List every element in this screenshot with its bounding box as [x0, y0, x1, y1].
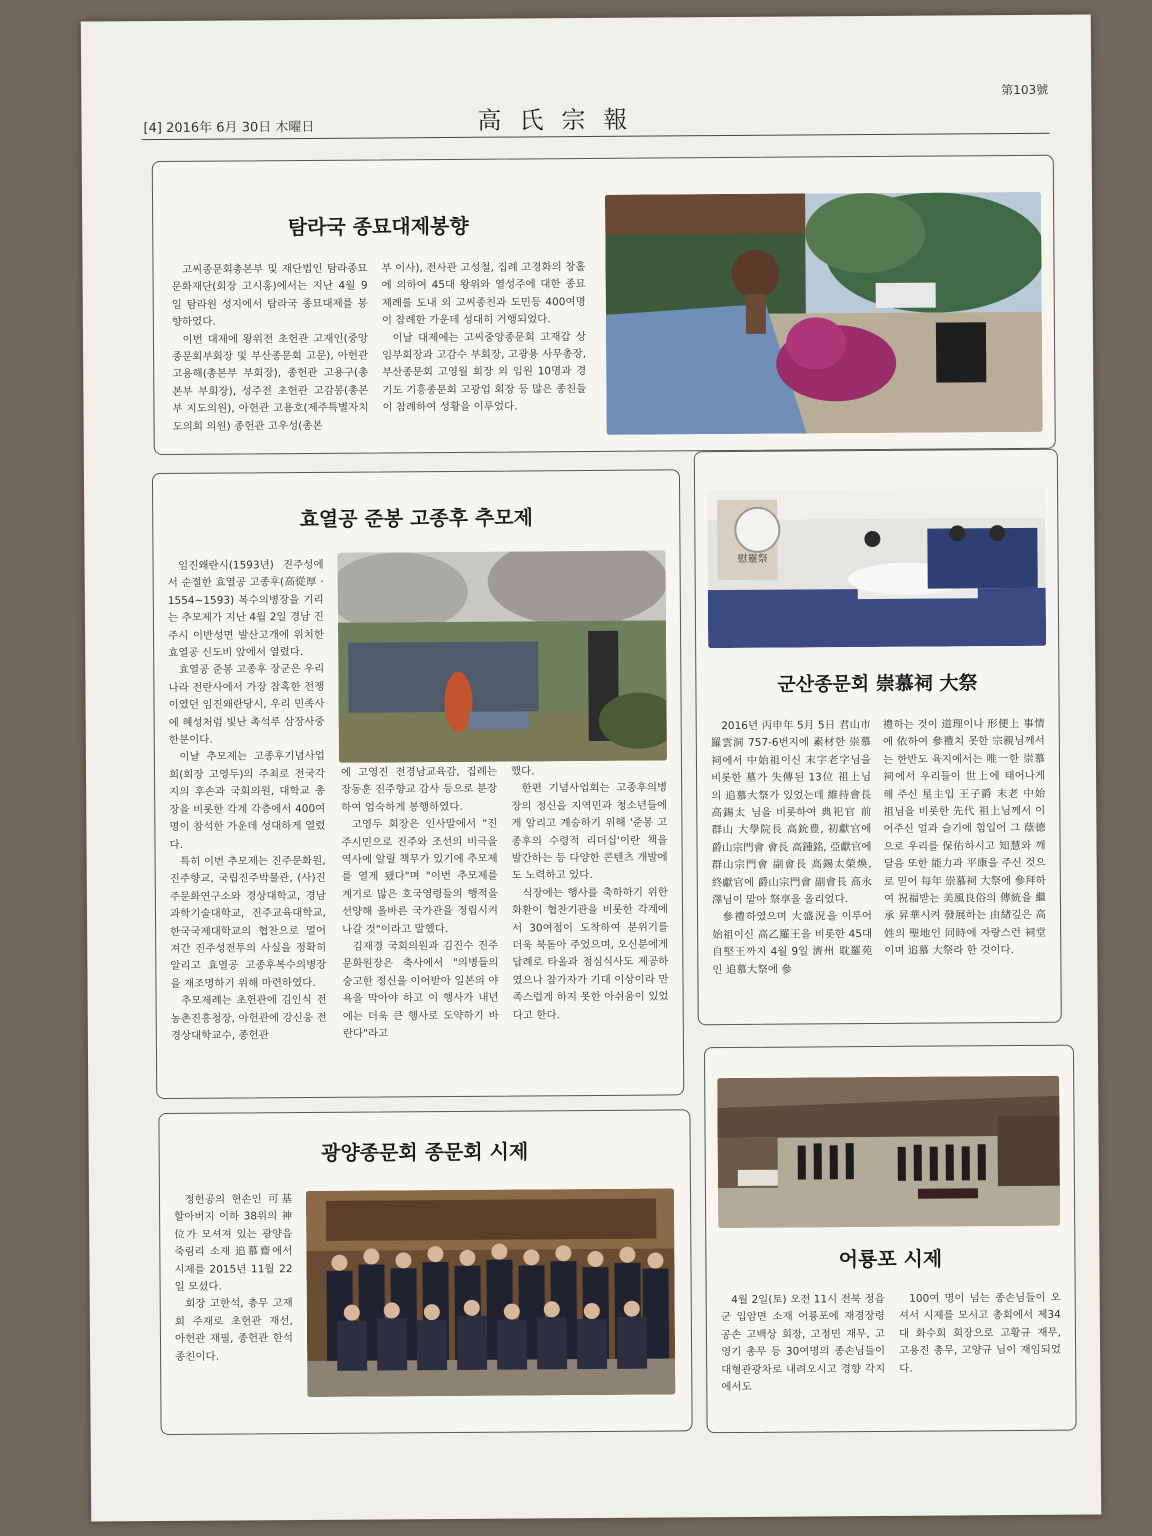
article-column: [711, 717, 873, 979]
article-title: 탐라국 종묘대제봉향: [287, 213, 469, 240]
eoryongpo-photo: [717, 1076, 1060, 1228]
article-title: 광양종문회 종문회 시제: [321, 1139, 529, 1165]
group-photo: [306, 1188, 675, 1397]
memorial-photo: [337, 550, 666, 762]
paragraph: 임진왜란시(1593년) 진주성에서 순절한 효열공 고종후(高從厚 · 1554~1593) 복수의병장을 기리는 추모제가 지난 4월 2일 경남 진주시 이반성면 발산고개에 위치한 효열공 신도비 앞에서 열렸다.: [167, 558, 325, 659]
article-tamna: [152, 155, 1056, 455]
paragraph: 했다.: [510, 765, 535, 778]
paragraph: 김재경 국회의원과 김진수 진주문화원장은 축사에서 "의병들의 숭고한 정신을 이어받아 일본의 야욕을 막아야 하고 이 행사가 내년에는 더욱 큰 행사로 도약하기 바란다"라고: [342, 939, 499, 1040]
gunsan-photo: [707, 488, 1046, 648]
article-gunsan: [694, 449, 1062, 1026]
article-column: [168, 557, 327, 1045]
paragraph: 효열공 준봉 고종후 장군은 우리나라 전란사에서 가장 참혹한 전쟁이였던 임진왜란당시, 우리 민족사에 혜성처럼 빛난 촉석루 삼장사중 한분이다.: [168, 663, 325, 747]
article-title: 어룡포 시제: [838, 1246, 943, 1272]
article-gwangyang: [158, 1109, 692, 1435]
issue-number: 第103號: [1001, 82, 1049, 98]
article-title: 효열공 준봉 고종후 추모제: [299, 505, 534, 532]
paragraph: 100여 명이 넘는 종손님들이 오셔서 시제를 모시고 총회에서 제34대 화수회 회장으로 고황규 재무, 고용진 총무, 고양규 님이 재임되었다.: [898, 1291, 1062, 1375]
date-line: [4] 2016年 6月 30日 木曜日: [143, 119, 315, 137]
article-column: [721, 1291, 886, 1397]
wreath-text: 慰靈祭: [737, 553, 768, 565]
paragraph: 부 이사), 전사관 고성철, 집례 고경화의 창홀에 의하여 45대 왕위와 열성주에 대한 종묘제례를 도내 외 고씨종친과 도민등 400여명이 참례한 가운데 성대히 거행되었다.: [381, 261, 586, 327]
article-column: [341, 764, 499, 1044]
paragraph: 회장 고한석, 총무 고재회 주재로 초헌관 재선, 아헌관 재필, 종헌관 한석 종친이다.: [174, 1297, 294, 1363]
paragraph: 禮하는 것이 道理이나 形便上 事情에 依하여 參禮치 못한 宗親님께서는 한반도 육지에서는 唯一한 崇慕祠에서 우리들이 世上에 태어나게 해 주신 星主입 王子爵 末老 中始祖님을 비롯한 先代 祖上님께서 이어주신 얼과 슬기에 힘입어 그 蔭德으로 우리를 保佑하시고 知慧와 깨달음 또한 能力과 平康을 주신 것으로 믿어 每年 崇慕祠 大祭에 參拜하여 祝福받는 美風良俗의 傳統을 繼承 昇華시켜 發展하는 由緖깊은 高姓의 聖地인 同時에 자랑스런 祠堂이며 追慕 大祭라 한 것이다.: [882, 717, 1047, 958]
paragraph: 특히 이번 추모제는 진주문화원, 진주향교, 국립진주박물관, (사)진주문화연구소와 경상대학교, 경남과학기술대학교, 진주교육대학교, 한국국제대학교의 협찬으로 멀어져간 진주성전투의 사실을 정확히 알리고 효열공 고종후복수의병장을 재조명하기 위해 마련하였다.: [169, 854, 327, 990]
ceremony-photo: [605, 192, 1043, 435]
article-column: [174, 1191, 293, 1366]
article-column: [511, 762, 669, 1024]
paragraph: 參禮하였으며 大盛況을 이루어 始祖이신 高乙羅王을 비롯한 45대 自堅王까지 4월 9일 濟州 耽羅苑인 追慕大祭에 參: [712, 910, 873, 976]
article-column: [883, 716, 1047, 961]
article-hyoyeol: [152, 469, 684, 1099]
paragraph: 정헌공의 현손인 可基 할아버지 이하 38위의 神位가 모셔져 있는 광양읍 죽림리 소재 追慕齋에서 시제를 2015년 11월 22일 모셨다.: [174, 1193, 293, 1293]
paragraph: 추모제례는 초헌관에 김인식 전농촌진흥청장, 아헌관에 강신웅 전경상대학교수, 종헌관: [170, 994, 327, 1042]
paragraph: 이번 대제에 왕위전 초헌관 고재인(중앙종문회부회장 및 부산종문회 고문), 아헌관 고용해(총본부 부회장), 종헌관 고용구(총본부 부회장), 성주전 초헌관 고감봉(총본부 지도의원), 아헌관 고용호(제주특별자치도의회 의원) 종헌관 고우성(총본: [172, 332, 369, 433]
masthead: 高氏宗報: [477, 105, 646, 135]
paragraph: 이날 추모제는 고종후기념사업회(회장 고영두)의 주최로 전국각지의 후손과 국회의원, 대학교 총장을 비롯한 각계 각층에서 400여명이 참석한 가운데 성대하게 열렸다.: [168, 750, 326, 851]
paragraph: 4월 2일(토) 오전 11시 전북 정읍군 입암면 소재 어룡포에 재경장령공손 고백상 회장, 고정민 재무, 고영기 총무 등 30여명의 종손님들이 대형관광차로 내려오시고 경향 각지에서도: [720, 1292, 886, 1394]
article-column: [171, 261, 368, 436]
article-eoryongpo: [704, 1045, 1077, 1434]
paragraph: 한편 기념사업회는 고종후의병장의 정신을 지역민과 청소년들에게 알리고 계승하기 위해 '준봉 고종후의 수령적 리더십'이란 책을 발간하는 등 다양한 콘텐츠 개발에도 노력하고 있다.: [511, 781, 668, 882]
paragraph: 이날 대제에는 고씨중앙종문회 고재갑 상임부회장과 고감수 부회장, 고광용 사무총장, 부산종문회 고영월 회장 외 임원 10명과 경기도 기흥종문회 고광업 회장 등 많은 종친들이 참례하여 성황을 이루었다.: [382, 330, 587, 414]
paragraph: 고씨종문회총본부 및 재단법인 탐라종묘문화재단(회장 고시홍)에서는 지난 4월 9일 탐라원 성지에서 탐라국 종묘대제를 봉향하였다.: [171, 262, 368, 329]
newspaper-page: [81, 14, 1101, 1521]
article-column: [381, 259, 586, 417]
article-column: [899, 1290, 1062, 1378]
paragraph: 2016년 丙申年 5月 5日 君山市 羅雲洞 757-6번지에 素材한 崇慕祠에서 中始祖이신 末字老字님을 비롯한 墓가 失傳된 13位 祖上님의 追慕大祭가 있었는데 維持會長 高錫太 님을 비롯하여 典祀官 前 群山 大學院長 高鈗豊, 初獻官에 爵山宗門會 會長 高鍾銘, 亞獻官에 群山宗門會 副會長 高錫太榮煥, 終獻官에 爵山宗門會 副會長 高永澤님이 맡아 祭享을 올리었다.: [710, 719, 872, 907]
paragraph: 에 고영진 전경남교육감, 집례는 장동훈 진주향교 감사 등으로 분장하여 엄숙하게 봉행하였다.: [340, 765, 498, 814]
paragraph: 식장에는 행사를 축하하기 위한 화환이 협찬기관을 비롯한 각계에서 30여점이 도착하여 분위기를 더욱 북돋아 주었으며, 오신분에게 답례로 타올과 점심식사도 제공하였으나 참가자가 기대 이상이라 만족스럽게 하지 못한 아쉬움이 있었다고 한다.: [511, 886, 669, 1022]
article-title: 군산종문회 崇慕祠 大祭: [777, 672, 978, 696]
paragraph: 고영두 회장은 인사말에서 "진주시민으로 진주와 조선의 비극을 역사에 알릴 책무가 있기에 추모제를 열게 됐다"며 "이번 추모제를 계기로 많은 호국영령들의 행적을 선양해 올바른 국가관을 정립시켜 나갈 것"이라고 말했다.: [341, 817, 499, 936]
